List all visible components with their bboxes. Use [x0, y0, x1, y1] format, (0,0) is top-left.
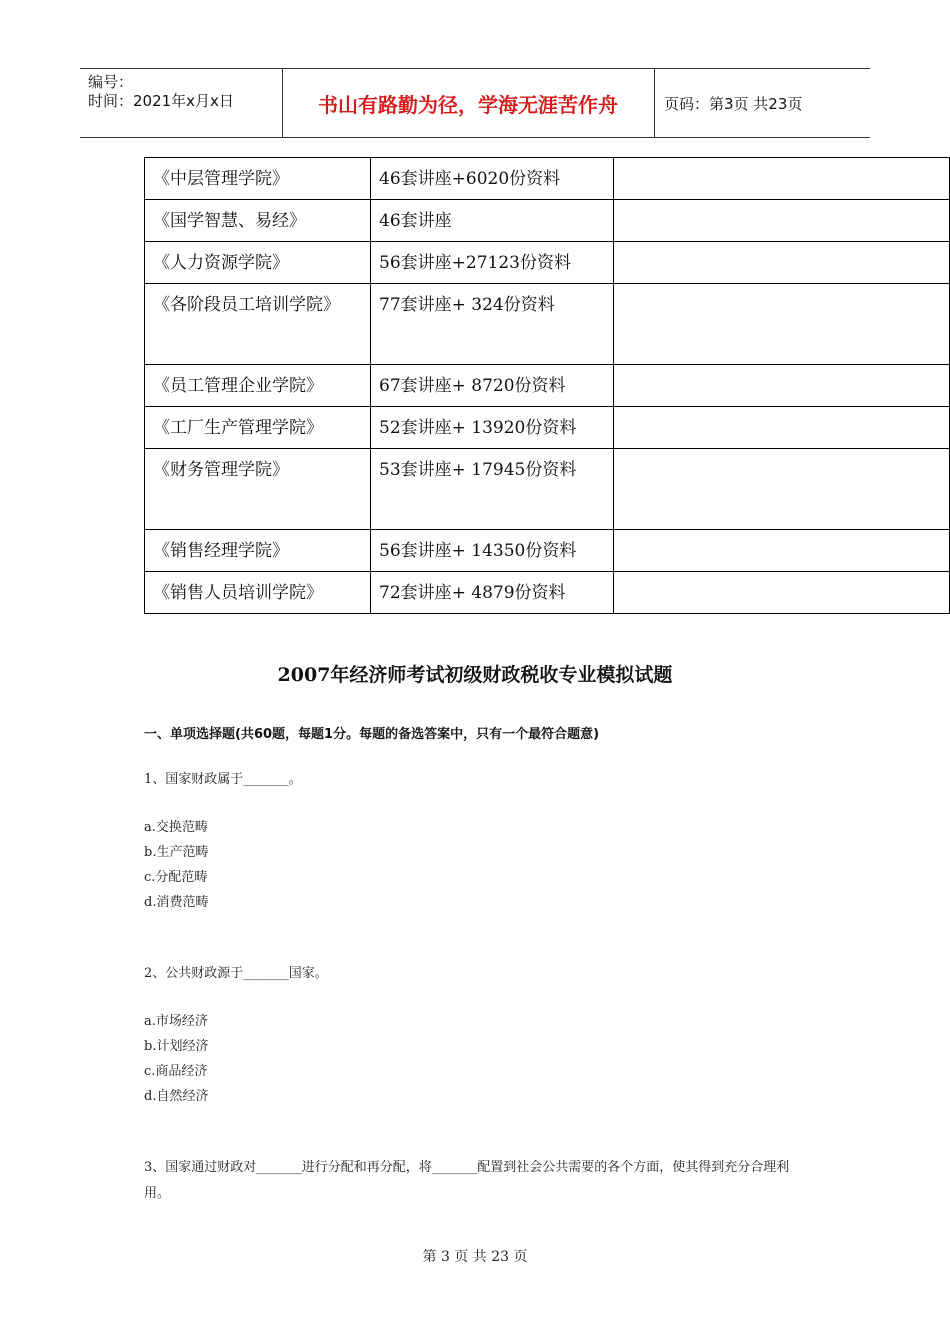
course-name: 《国学智慧、易经》: [145, 200, 371, 242]
table-row: [145, 407, 950, 449]
table-row: [145, 242, 950, 284]
course-note: [614, 365, 950, 407]
header-meta: [88, 73, 278, 111]
courses-table: [144, 157, 950, 614]
course-content: 46套讲座+6020份资料: [371, 158, 614, 200]
course-content: 52套讲座+ 13920份资料: [371, 407, 614, 449]
header-divider: [654, 69, 655, 137]
course-content: 77套讲座+ 324份资料: [371, 284, 614, 365]
table-row: [145, 572, 950, 614]
course-note: [614, 530, 950, 572]
course-name: 《工厂生产管理学院》: [145, 407, 371, 449]
question-2-options: [144, 1009, 208, 1109]
table-row: [145, 449, 950, 530]
course-note: [614, 200, 950, 242]
option-a: a.市场经济: [144, 1014, 208, 1029]
table-row: [145, 284, 950, 365]
option-d: d.自然经济: [144, 1089, 209, 1104]
option-c: c.商品经济: [144, 1064, 208, 1079]
course-note: [614, 284, 950, 365]
course-name: 《人力资源学院》: [145, 242, 371, 284]
option-a: a.交换范畴: [144, 820, 208, 835]
page-header: [80, 68, 870, 138]
table-row: [145, 530, 950, 572]
option-b: b.生产范畴: [144, 845, 209, 860]
course-content: 56套讲座+ 14350份资料: [371, 530, 614, 572]
option-c: c.分配范畴: [144, 870, 208, 885]
course-note: [614, 572, 950, 614]
course-name: 《员工管理企业学院》: [145, 365, 371, 407]
course-name: 《销售人员培训学院》: [145, 572, 371, 614]
table-row: [145, 365, 950, 407]
question-1: 1、国家财政属于_______。: [144, 772, 302, 787]
course-note: [614, 407, 950, 449]
header-page-info: 页码：第3页 共23页: [664, 94, 803, 113]
course-name: 《销售经理学院》: [145, 530, 371, 572]
course-content: 56套讲座+27123份资料: [371, 242, 614, 284]
course-content: 67套讲座+ 8720份资料: [371, 365, 614, 407]
course-content: 53套讲座+ 17945份资料: [371, 449, 614, 530]
option-d: d.消费范畴: [144, 895, 209, 910]
table-row: [145, 158, 950, 200]
course-content: 46套讲座: [371, 200, 614, 242]
course-name: 《财务管理学院》: [145, 449, 371, 530]
exam-title: 2007年经济师考试初级财政税收专业模拟试题: [277, 664, 673, 686]
time-label: 时间：2021年x月x日: [88, 92, 234, 110]
question-3: 3、国家通过财政对_______进行分配和再分配，将_______配置到社会公共需要的各个方面，使其得到充分合理利用。: [144, 1160, 790, 1201]
header-motto: 书山有路勤为径，学海无涯苦作舟: [318, 92, 618, 117]
table-row: [145, 200, 950, 242]
course-note: [614, 449, 950, 530]
question-2: 2、公共财政源于_______国家。: [144, 966, 328, 981]
course-name: 《各阶段员工培训学院》: [145, 284, 371, 365]
course-content: 72套讲座+ 4879份资料: [371, 572, 614, 614]
page-footer: 第 3 页 共 23 页: [422, 1249, 528, 1265]
course-note: [614, 242, 950, 284]
section-heading: 一、单项选择题(共60题，每题1分。每题的备选答案中，只有一个最符合题意): [144, 727, 600, 742]
course-note: [614, 158, 950, 200]
number-label: 编号：: [88, 73, 134, 91]
course-name: 《中层管理学院》: [145, 158, 371, 200]
option-b: b.计划经济: [144, 1039, 209, 1054]
question-1-options: [144, 815, 208, 915]
